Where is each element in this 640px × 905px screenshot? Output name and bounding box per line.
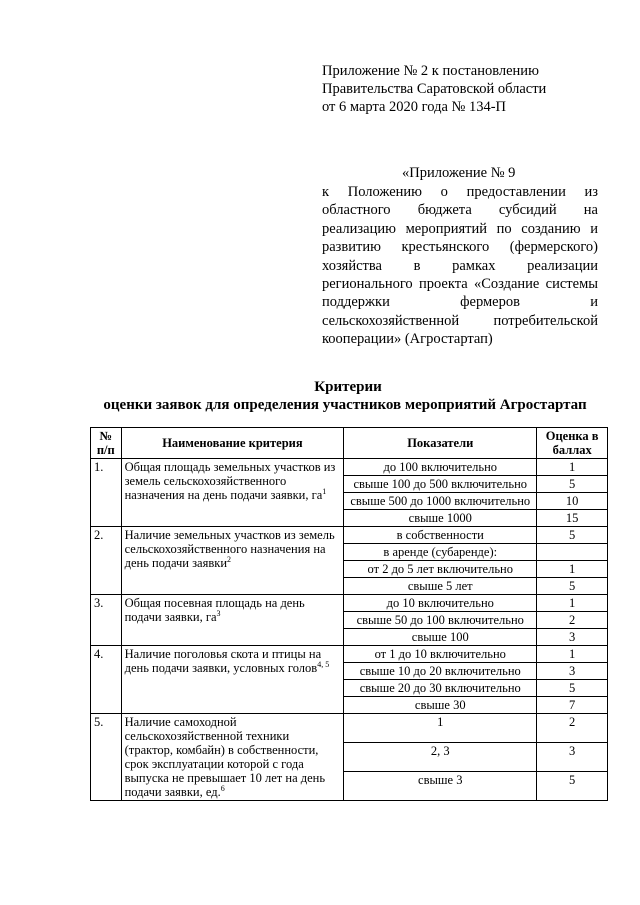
criteria-table-body [91, 459, 608, 801]
table-row [91, 459, 608, 476]
criterion-name-cell [121, 459, 344, 527]
indicator-cell: свыше 100 до 500 включительно [344, 476, 537, 493]
score-cell: 1 [537, 561, 608, 578]
indicator-cell: от 1 до 10 включительно [344, 646, 537, 663]
table-header-row [91, 428, 608, 459]
indicator-cell: до 100 включительно [344, 459, 537, 476]
indicator-cell: до 10 включительно [344, 595, 537, 612]
criterion-name-cell [121, 527, 344, 595]
criterion-number: 2. [91, 527, 122, 595]
score-cell: 3 [537, 663, 608, 680]
indicator-cell: свыше 30 [344, 697, 537, 714]
indicator-cell: в аренде (субаренде): [344, 544, 537, 561]
footnote-ref: 2 [227, 554, 232, 564]
criterion-name-cell [121, 646, 344, 714]
table-row [91, 527, 608, 544]
score-cell: 1 [537, 595, 608, 612]
criterion-name: Наличие земельных участков из земель сельскохозяйственного назначения на день подачи заявки [124, 528, 335, 570]
criterion-number: 3. [91, 595, 122, 646]
decree-note-line: Правительства Саратовской области [322, 81, 547, 97]
score-cell: 2 [537, 714, 608, 743]
indicator-cell: 1 [344, 714, 537, 743]
score-cell: 5 [537, 527, 608, 544]
footnote-ref: 3 [216, 608, 221, 618]
score-cell: 5 [537, 680, 608, 697]
indicator-cell: в собственности [344, 527, 537, 544]
criterion-number: 4. [91, 646, 122, 714]
score-cell: 3 [537, 629, 608, 646]
header-score: Оценка в баллах [537, 428, 608, 459]
footnote-ref: 4, 5 [317, 659, 330, 669]
indicator-cell: свыше 100 [344, 629, 537, 646]
criteria-table [90, 427, 608, 801]
criterion-name-cell [121, 714, 344, 801]
score-cell: 7 [537, 697, 608, 714]
criterion-name: Общая посевная площадь на день подачи заявки, га [124, 596, 305, 624]
criterion-number: 5. [91, 714, 122, 801]
criteria-heading [0, 378, 640, 414]
score-cell: 2 [537, 612, 608, 629]
criterion-name: Наличие самоходной сельскохозяйственной техники (трактор, комбайн) в собственности, срок эксплуатации которой с года выпуска не превышает 10 лет на день подачи заявки, ед. [124, 715, 326, 799]
score-cell: 5 [537, 578, 608, 595]
indicator-cell: от 2 до 5 лет включительно [344, 561, 537, 578]
decree-note-line: от 6 марта 2020 года № 134-П [322, 99, 507, 115]
criterion-name-cell [121, 595, 344, 646]
score-cell: 15 [537, 510, 608, 527]
table-row [91, 714, 608, 743]
heading-line-1: Критерии [314, 379, 382, 395]
indicator-cell: 2, 3 [344, 743, 537, 772]
annex-title: «Приложение № 9 [402, 165, 516, 181]
score-cell: 5 [537, 772, 608, 801]
score-cell: 1 [537, 459, 608, 476]
table-row [91, 595, 608, 612]
annex-body: к Положению о предоставлении из областного бюджета субсидий на реализацию мероприятий по созданию и развитию крестьянского (фермерского) хозяйства в рамках реализации регионального проекта «Создание системы поддержки фермеров и сельскохозяйственной потребительской кооперации» (Агростартап) [322, 184, 598, 348]
indicator-cell: свыше 500 до 1000 включительно [344, 493, 537, 510]
header-num: № п/п [91, 428, 122, 459]
score-cell: 5 [537, 476, 608, 493]
score-cell: 10 [537, 493, 608, 510]
score-cell: 1 [537, 646, 608, 663]
table-row [91, 646, 608, 663]
score-cell [537, 544, 608, 561]
header-name: Наименование критерия [121, 428, 344, 459]
indicator-cell: свыше 3 [344, 772, 537, 801]
indicator-cell: свыше 1000 [344, 510, 537, 527]
decree-note-line: Приложение № 2 к постановлению [322, 63, 539, 79]
criterion-number: 1. [91, 459, 122, 527]
criterion-name: Наличие поголовья скота и птицы на день подачи заявки, условных голов [124, 647, 322, 675]
decree-annex-note [322, 62, 546, 116]
indicator-cell: свыше 5 лет [344, 578, 537, 595]
heading-line-2: оценки заявок для определения участников мероприятий Агростартап [103, 397, 587, 413]
indicator-cell: свыше 10 до 20 включительно [344, 663, 537, 680]
score-cell: 3 [537, 743, 608, 772]
footnote-ref: 1 [322, 486, 327, 496]
indicator-cell: свыше 20 до 30 включительно [344, 680, 537, 697]
criterion-name: Общая площадь земельных участков из земель сельскохозяйственного назначения на день подачи заявки, га [124, 460, 336, 502]
header-indicators: Показатели [344, 428, 537, 459]
footnote-ref: 6 [220, 783, 225, 793]
indicator-cell: свыше 50 до 100 включительно [344, 612, 537, 629]
